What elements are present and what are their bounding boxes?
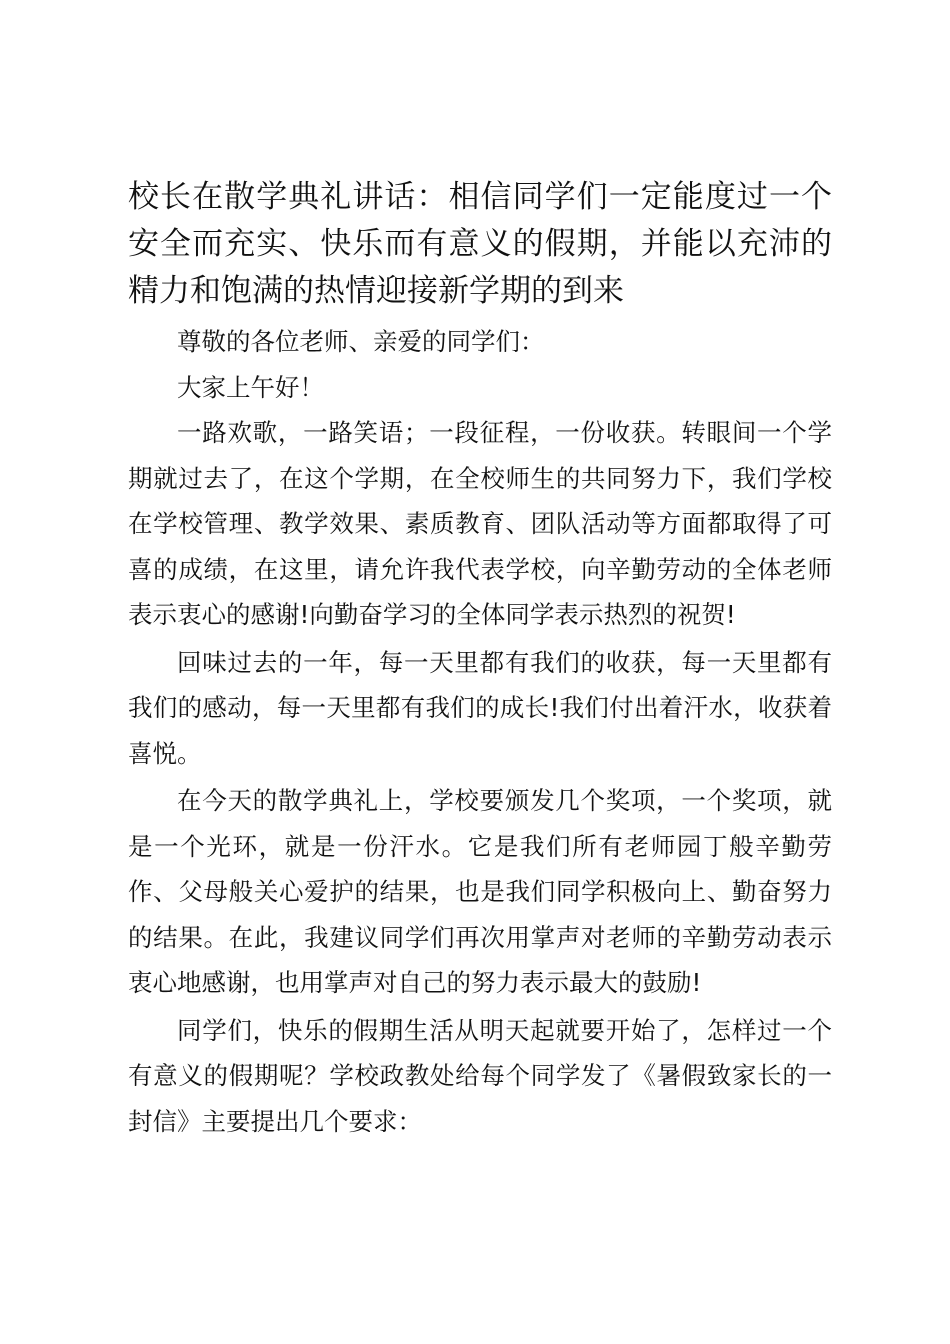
paragraph-year-reflection: 回味过去的一年，每一天里都有我们的收获，每一天里都有我们的感动，每一天里都有我们的成长!我们付出着汗水，收获着喜悦。 — [128, 647, 832, 768]
paragraph-awards: 在今天的散学典礼上，学校要颁发几个奖项，一个奖项，就是一个光环，就是一份汗水。它是我们所有老师园丁般辛勤劳作、父母般关心爱护的结果，也是我们同学积极向上、勤奋努力的结果。在此，我建议同学们再次用掌声对老师的辛勤劳动表示衷心地感谢，也用掌声对自己的努力表示最大的鼓励! — [128, 786, 832, 997]
paragraph-vacation: 同学们，快乐的假期生活从明天起就要开始了，怎样过一个有意义的假期呢？学校政教处给每个同学发了《暑假致家长的一封信》主要提出几个要求： — [128, 1015, 832, 1136]
document-page — [128, 174, 832, 1144]
document-title: 校长在散学典礼讲话：相信同学们一定能度过一个安全而充实、快乐而有意义的假期，并能以充沛的精力和饱满的热情迎接新学期的到来 — [128, 179, 832, 309]
paragraph-greeting: 大家上午好！ — [177, 372, 324, 402]
paragraph-semester-review: 一路欢歌，一路笑语；一段征程，一份收获。转眼间一个学期就过去了，在这个学期，在全校师生的共同努力下，我们学校在学校管理、教学效果、素质教育、团队活动等方面都取得了可喜的成绩，在这里，请允许我代表学校，向辛勤劳动的全体老师表示衷心的感谢!向勤奋学习的全体同学表示热烈的祝贺! — [128, 418, 832, 629]
paragraph-salutation: 尊敬的各位老师、亲爱的同学们： — [177, 327, 545, 356]
